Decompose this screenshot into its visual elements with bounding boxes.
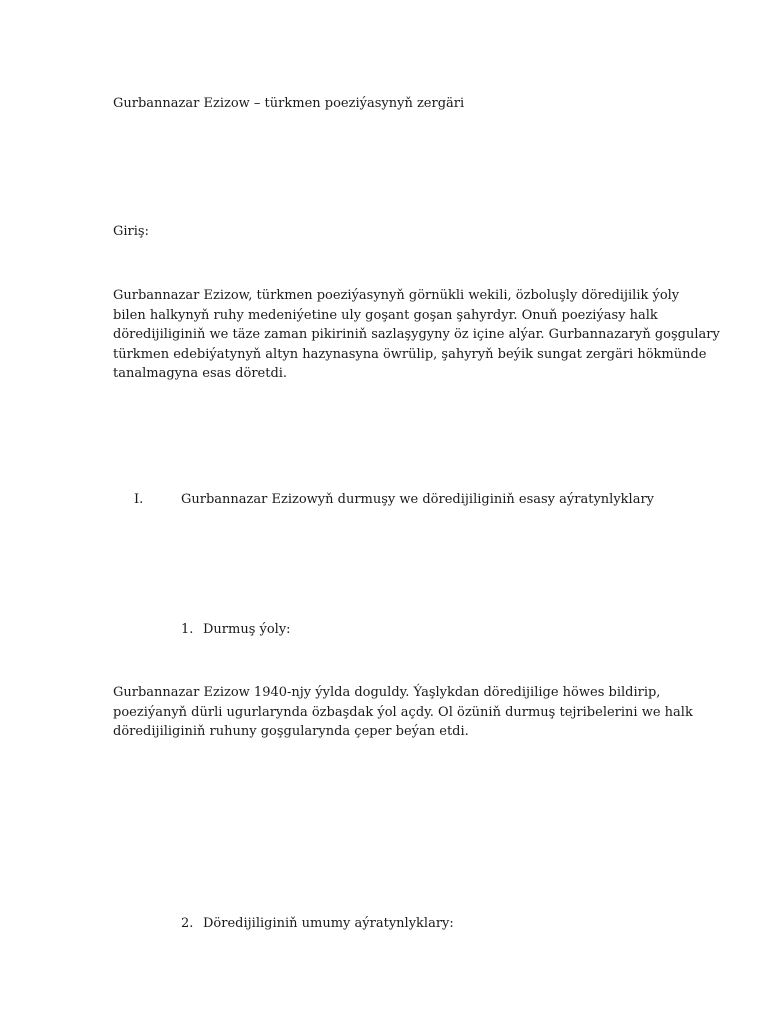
paragraph-line: tanalmagyna esas döretdi.: [113, 366, 288, 381]
paragraph-line: Gurbannazar Ezizow, türkmen poeziýasynyň görnükli wekili, özboluşly döredijilik ýoly: [113, 288, 680, 303]
subsection-number: 2.: [181, 916, 194, 931]
subsection-number: 1.: [181, 622, 194, 637]
subsection-title: Döredijiliginiň umumy aýratynlyklary:: [203, 916, 454, 931]
paragraph-line: türkmen edebiýatynyň altyn hazynasyna öwrülip, şahyryň beýik sungat zergäri hökmünde: [113, 346, 707, 362]
subsection-title: Durmuş ýoly:: [203, 622, 291, 637]
paragraph-line: döredijiliginiň we täze zaman pikiriniň sazlaşygyny öz içine alýar. Gurbannazaryň goşgulary: [113, 327, 720, 342]
intro-heading: Giriş:: [113, 224, 149, 239]
paragraph-line: döredijiliginiň ruhuny goşgularynda çeper beýan etdi.: [113, 724, 469, 739]
paragraph-line: Gurbannazar Ezizow 1940-njy ýylda doguldy. Ýaşlykdan döredijilige höwes bildirip,: [113, 685, 661, 700]
section-title: Gurbannazar Ezizowyň durmuşy we döredijiliginiň esasy aýratynlyklary: [181, 492, 655, 507]
document-title: Gurbannazar Ezizow – türkmen poeziýasynyň zergäri: [113, 96, 465, 111]
paragraph-line: bilen halkynyň ruhy medeniýetine uly goşant goşan şahyrdyr. Onuň poeziýasy halk: [113, 307, 658, 323]
biography-paragraph: [113, 683, 693, 742]
paragraph-line: poeziýanyň dürli ugurlarynda özbaşdak ýol açdy. Ol özüniň durmuş tejribelerini we halk: [113, 704, 693, 720]
intro-paragraph: [113, 286, 720, 384]
section-number: I.: [134, 492, 144, 507]
